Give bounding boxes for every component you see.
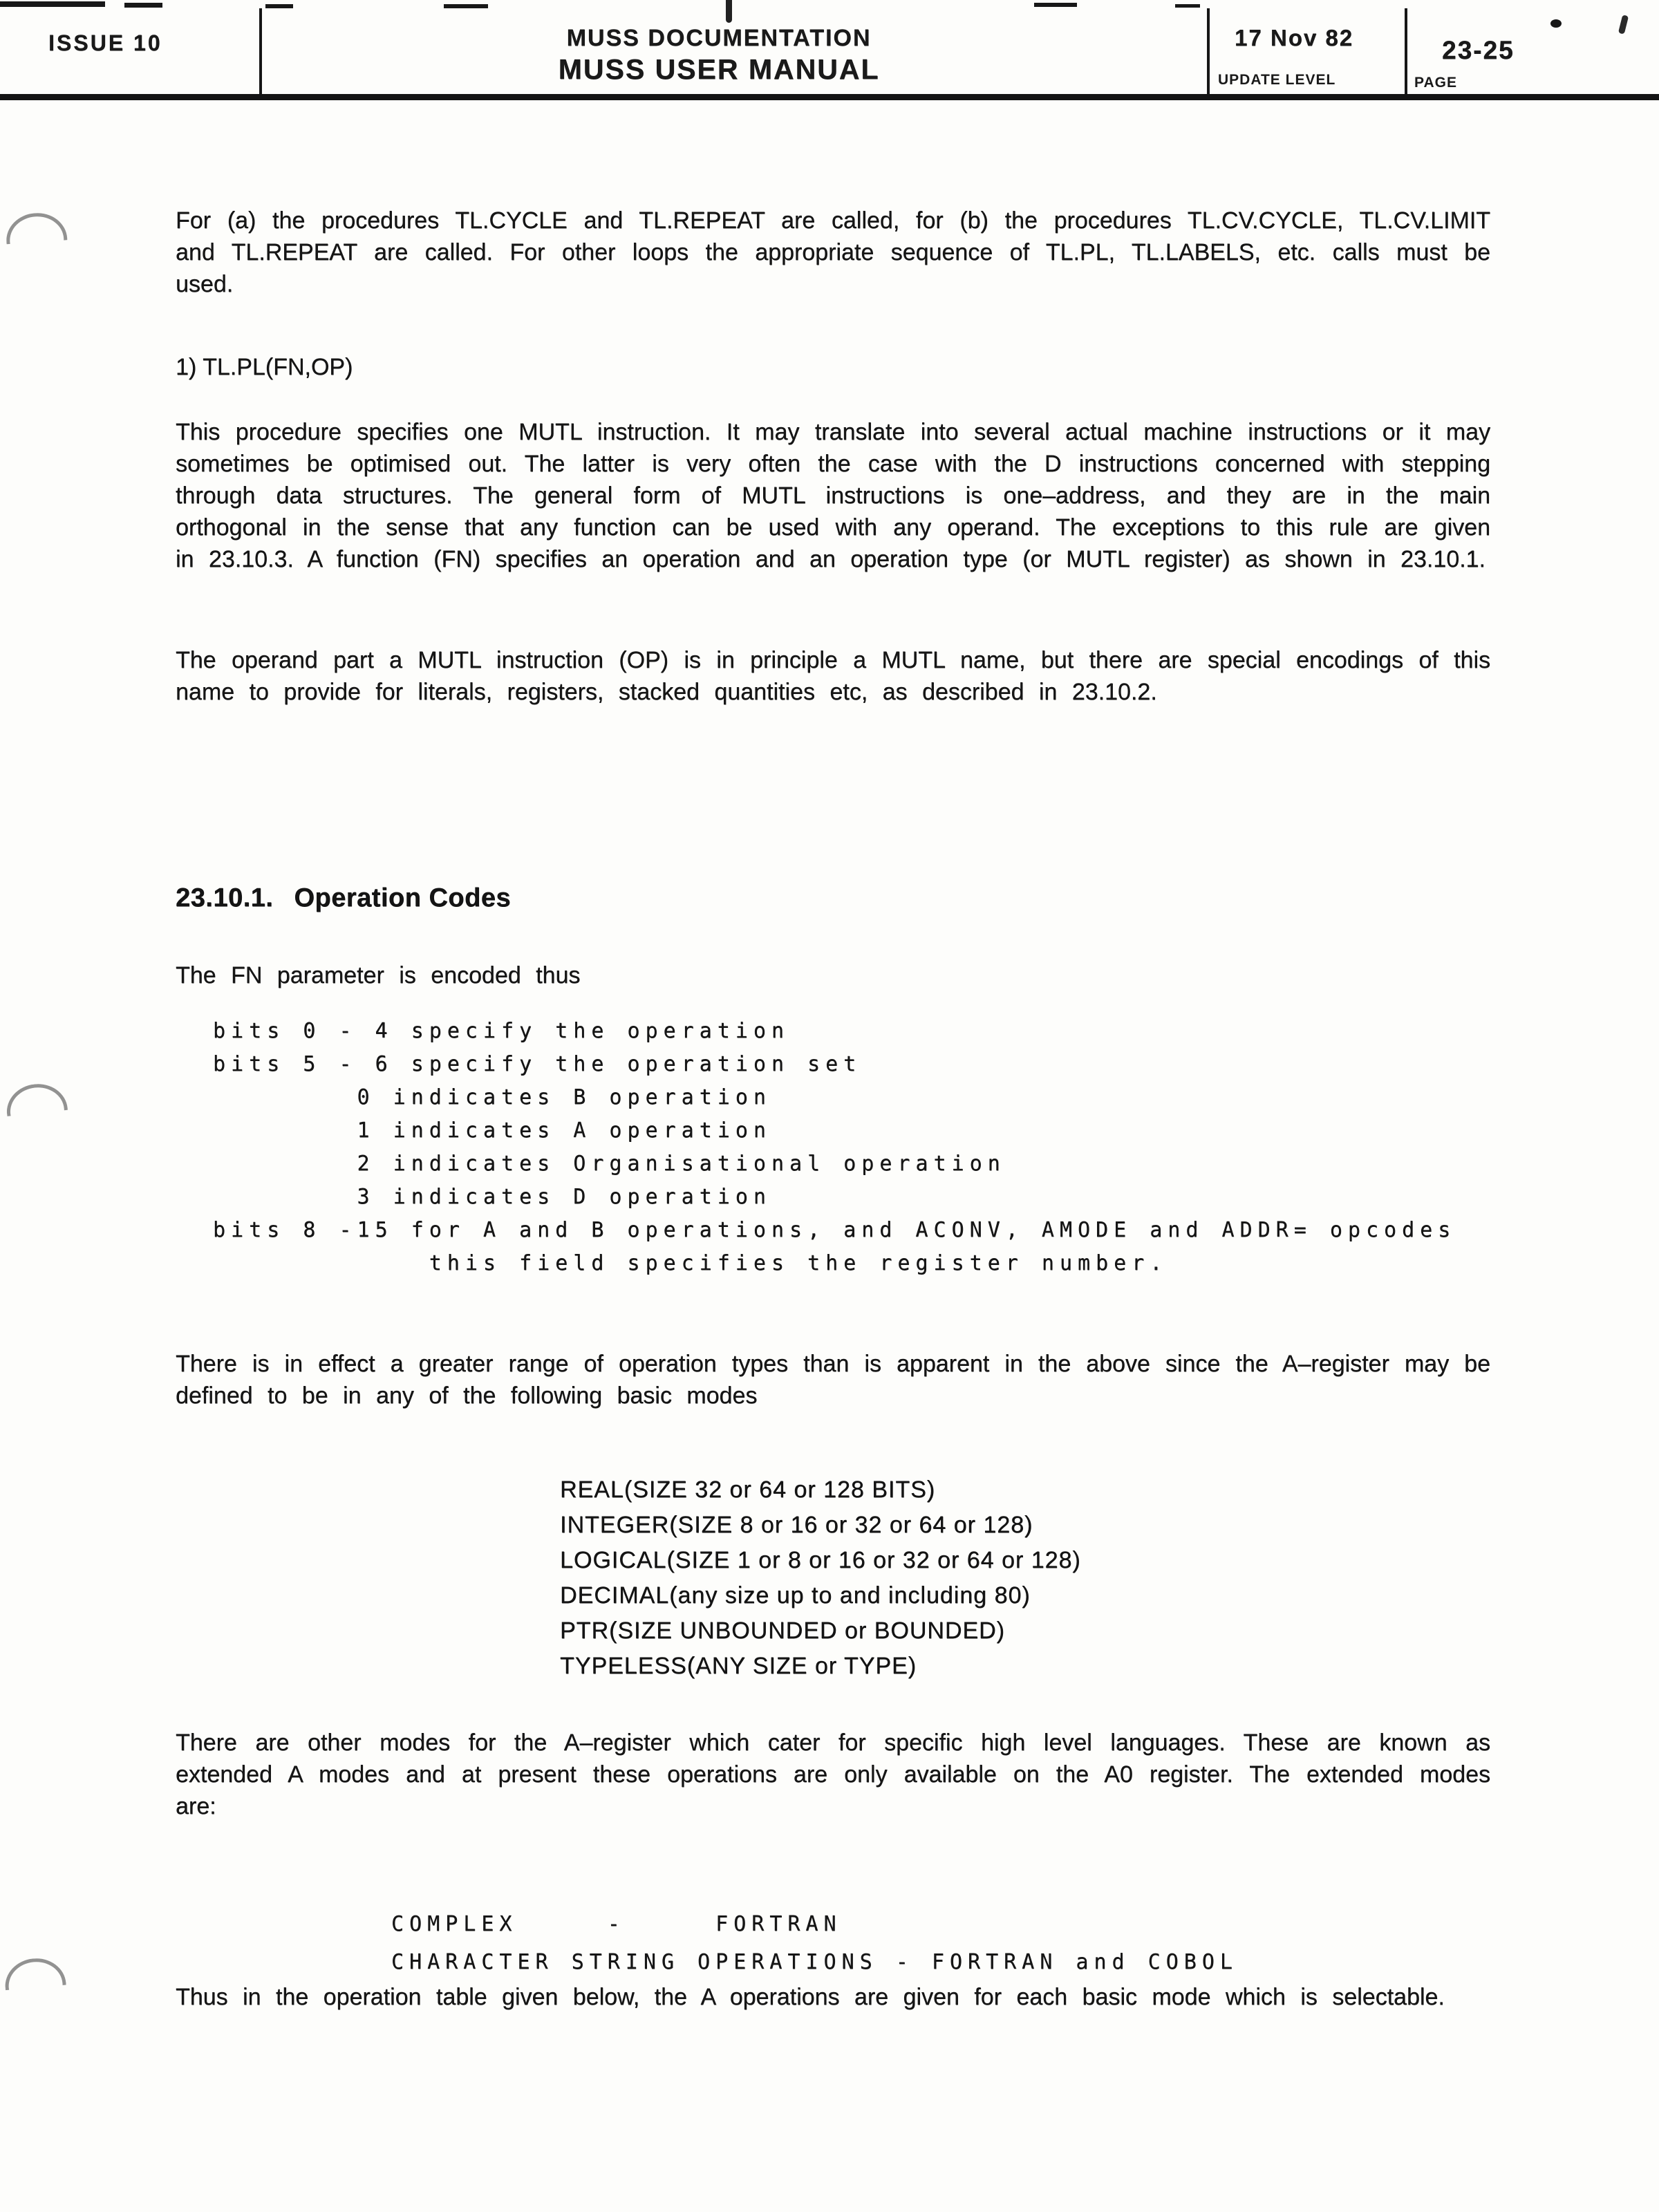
header-update-level-label: UPDATE LEVEL (1218, 72, 1336, 88)
scan-artifact-dash (265, 4, 293, 8)
paragraph-loop-procedures: For (a) the procedures TL.CYCLE and TL.REPEAT are called, for (b) the procedures TL.CV.CYCLE, TL.CV.LIMIT and TL.REPEAT are called. For other loops the appropriate sequence of TL.PL, TL.LABELS, etc. calls must be used. (176, 207, 1490, 297)
header-page-number: 23-25 (1442, 36, 1515, 64)
paragraph-fn-encoding: The FN parameter is encoded thus (176, 962, 581, 988)
margin-arc-artifact (4, 1080, 73, 1116)
scan-artifact-dash (0, 1, 105, 7)
header-divider-left (259, 8, 262, 98)
paragraph-operation-types: There is in effect a greater range of operation types than is apparent in the above since the A–register may be defined to be in any of the following basic modes (176, 1351, 1490, 1409)
paragraph-extended-modes: There are other modes for the A–register which cater for specific high level languages. These are known as extended A modes and at present these operations are only available on the A0 register. The extended modes are: (176, 1730, 1490, 1819)
basic-modes-list (560, 1472, 1081, 1684)
list-item-tlpl: 1) TL.PL(FN,OP) (176, 354, 353, 380)
extended-mode-item: COMPLEX - FORTRAN (391, 1912, 842, 1936)
opcode-line: 1 indicates A operation (213, 1118, 771, 1143)
opcode-line: 0 indicates B operation (213, 1085, 771, 1109)
header-issue-label: ISSUE 10 (48, 30, 162, 55)
basic-mode-item: INTEGER(SIZE 8 or 16 or 32 or 64 or 128) (560, 1512, 1033, 1538)
header-bottom-rule (0, 94, 1659, 100)
margin-arc-artifact (5, 211, 73, 245)
paragraph-conclusion: Thus in the operation table given below, the A operations are given for each basic mode which is selectable. (176, 1984, 1445, 2010)
section-heading-operation-codes (176, 883, 511, 913)
opcode-line: 2 indicates Organisational operation (213, 1152, 1006, 1176)
scan-artifact-mark (1618, 15, 1629, 34)
basic-mode-item: REAL(SIZE 32 or 64 or 128 BITS) (560, 1477, 936, 1503)
scan-artifact-dash (444, 4, 488, 8)
opcode-line: bits 0 - 4 specify the operation (213, 1019, 789, 1043)
opcode-line: bits 5 - 6 specify the operation set (213, 1052, 862, 1076)
header-page-label: PAGE (1414, 75, 1457, 91)
header-doc-title-line1: MUSS DOCUMENTATION (566, 25, 872, 51)
header-divider-update (1207, 8, 1210, 98)
opcode-encoding-block (213, 1015, 1456, 1280)
header-doc-title (484, 25, 954, 86)
basic-mode-item: PTR(SIZE UNBOUNDED or BOUNDED) (560, 1618, 1005, 1644)
basic-mode-item: TYPELESS(ANY SIZE or TYPE) (560, 1653, 917, 1679)
opcode-line: bits 8 -15 for A and B operations, and ACONV, AMODE and ADDR= opcodes (213, 1218, 1456, 1242)
scan-artifact-tick (726, 0, 732, 23)
section-number: 23.10.1. (176, 883, 274, 912)
basic-mode-item: LOGICAL(SIZE 1 or 8 or 16 or 32 or 64 or 128) (560, 1547, 1081, 1573)
section-title: Operation Codes (294, 883, 511, 912)
scan-artifact-dot (1550, 19, 1562, 28)
header-divider-page (1405, 8, 1407, 98)
paragraph-operand-part: The operand part a MUTL instruction (OP) is in principle a MUTL name, but there are special encodings of this name to provide for literals, registers, stacked quantities etc, as described in 23.10.2. (176, 647, 1490, 705)
header-doc-title-line2: MUSS USER MANUAL (558, 53, 880, 85)
paragraph-mutl-instruction: This procedure specifies one MUTL instruction. It may translate into several actual machine instructions or it may sometimes be optimised out. The latter is very often the case with the D instructions concerned with stepping through data structures. The general form of MUTL instructions is one–address, and they are in the main orthogonal in the sense that any function can be used with any operand. The exceptions to this rule are given in 23.10.3. A function (FN) specifies an operation and an operation type (or MUTL register) as shown in 23.10.1. (176, 419, 1490, 572)
margin-arc-artifact (3, 1956, 71, 1990)
extended-modes-block (391, 1905, 1238, 1981)
scan-artifact-dash (1034, 3, 1077, 7)
basic-mode-item: DECIMAL(any size up to and including 80) (560, 1582, 1031, 1609)
extended-mode-item: CHARACTER STRING OPERATIONS - FORTRAN and COBOL (391, 1950, 1238, 1974)
scan-artifact-dash (124, 3, 162, 8)
opcode-line: 3 indicates D operation (213, 1185, 771, 1209)
scan-artifact-dash (1175, 4, 1200, 8)
header-update-date: 17 Nov 82 (1235, 25, 1354, 50)
opcode-line: this field specifies the register number. (213, 1251, 1168, 1275)
